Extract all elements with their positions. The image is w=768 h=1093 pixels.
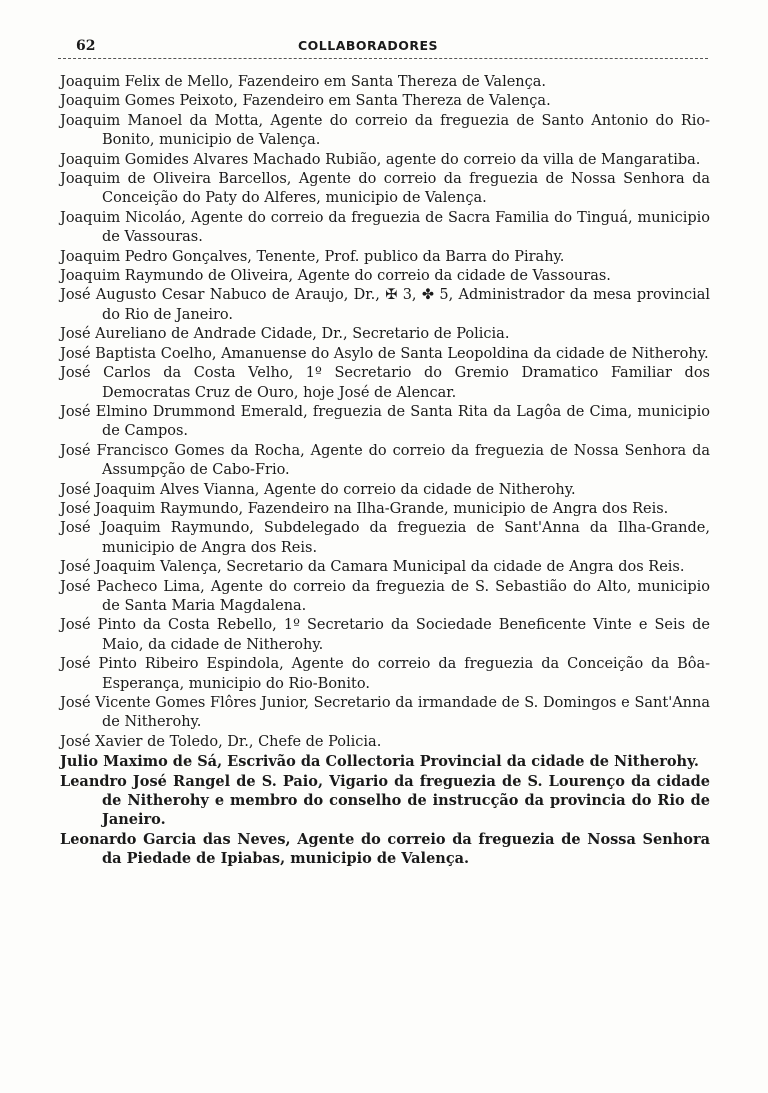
- list-item: Joaquim Manoel da Motta, Agente do correio da freguezia de Santo Antonio do Rio-Bonito, municipio de Valença.: [60, 112, 710, 149]
- list-item: Joaquim Raymundo de Oliveira, Agente do correio da cidade de Vassouras.: [60, 268, 611, 285]
- page-number: 62: [76, 38, 96, 54]
- list-item: José Francisco Gomes da Rocha, Agente do correio da freguezia de Nossa Senhora da Assumpção de Cabo-Frio.: [60, 442, 710, 479]
- list-item: Joaquim Felix de Mello, Fazendeiro em Santa Thereza de Valença.: [60, 74, 547, 90]
- list-item: José Vicente Gomes Flôres Junior, Secretario da irmandade de S. Domingos e Sant'Anna de Nitherohy.: [60, 695, 710, 731]
- list-item: José Baptista Coelho, Amanuense do Asylo de Santa Leopoldina da cidade de Nitherohy.: [60, 345, 709, 362]
- list-item: José Augusto Cesar Nabuco de Araujo, Dr., ✠ 3, ✤ 5, Administrador da mesa provincial do Rio de Janeiro.: [60, 287, 710, 323]
- contributor-list: [60, 73, 710, 869]
- list-item: José Pacheco Lima, Agente do correio da freguezia de S. Sebastião do Alto, municipio de Santa Maria Magdalena.: [60, 578, 710, 614]
- list-item: José Xavier de Toledo, Dr., Chefe de Policia.: [60, 733, 382, 750]
- list-item: José Joaquim Alves Vianna, Agente do correio da cidade de Nitherohy.: [60, 481, 576, 498]
- list-item: Joaquim Gomes Peixoto, Fazendeiro em Santa Thereza de Valença.: [60, 93, 551, 110]
- list-item: Leonardo Garcia das Neves, Agente do correio da freguezia de Nossa Senhora da Piedade de Ipiabas, municipio de Valença.: [60, 830, 710, 868]
- list-item: José Carlos da Costa Velho, 1º Secretario do Gremio Dramatico Familiar dos Democratas Cruz de Ouro, hoje José de Alencar.: [60, 365, 710, 401]
- list-item: José Joaquim Raymundo, Fazendeiro na Ilha-Grande, municipio de Angra dos Reis.: [60, 500, 669, 517]
- page-header: [58, 36, 708, 59]
- list-item: José Elmino Drummond Emerald, freguezia de Santa Rita da Lagôa de Cima, municipio de Campos.: [60, 403, 710, 440]
- list-item: Leandro José Rangel de S. Paio, Vigario da freguezia de S. Lourenço da cidade de Nitherohy e membro do conselho de instrucção da provincia do Rio de Janeiro.: [60, 772, 710, 829]
- list-item: José Joaquim Raymundo, Subdelegado da freguezia de Sant'Anna da Ilha-Grande, municipio de Angra dos Reis.: [60, 520, 710, 556]
- list-item: Joaquim de Oliveira Barcellos, Agente do correio da freguezia de Nossa Senhora da Conceição do Paty do Alferes, municipio de Valença.: [60, 171, 710, 207]
- list-item: José Pinto da Costa Rebello, 1º Secretario da Sociedade Beneficente Vinte e Seis de Maio, da cidade de Nitherohy.: [60, 617, 710, 653]
- list-item: José Pinto Ribeiro Espindola, Agente do correio da freguezia da Conceição da Bôa-Esperança, municipio do Rio-Bonito.: [60, 656, 710, 692]
- list-item: Joaquim Nicoláo, Agente do correio da freguezia de Sacra Familia do Tinguá, municipio de Vassouras.: [60, 209, 710, 246]
- list-item: Joaquim Gomides Alvares Machado Rubião, agente do correio da villa de Mangaratiba.: [60, 151, 701, 168]
- list-item: Julio Maximo de Sá, Escrivão da Collectoria Provincial da cidade de Nitherohy.: [60, 753, 699, 771]
- list-item: Joaquim Pedro Gonçalves, Tenente, Prof. publico da Barra do Pirahy.: [60, 248, 565, 265]
- list-item: José Aureliano de Andrade Cidade, Dr., Secretario de Policia.: [60, 326, 510, 343]
- list-item: José Joaquim Valença, Secretario da Camara Municipal da cidade de Angra dos Reis.: [60, 559, 685, 576]
- running-title: COLLABORADORES: [298, 38, 439, 53]
